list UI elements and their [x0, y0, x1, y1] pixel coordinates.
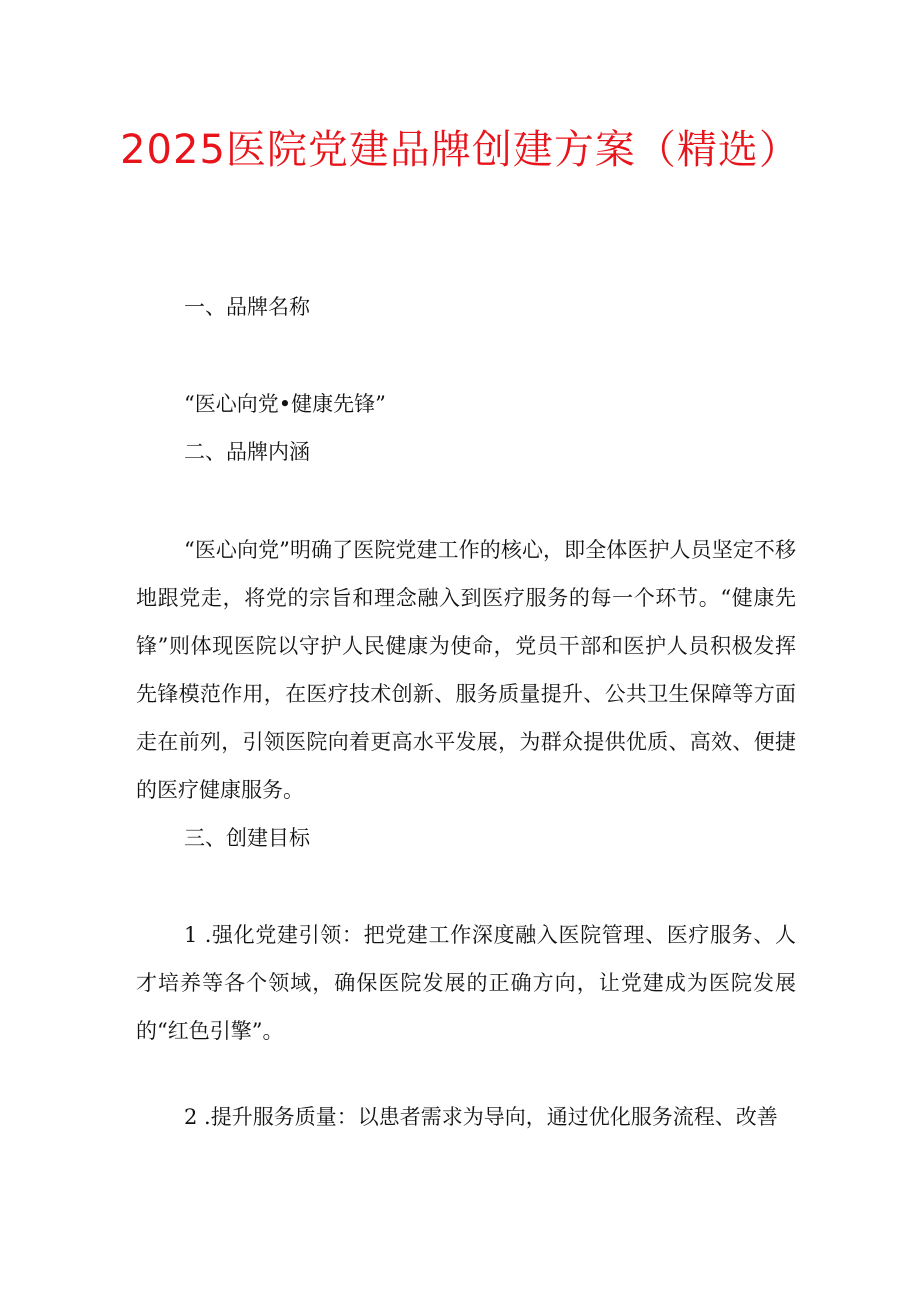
goal-item-1: 1 .强化党建引领：把党建工作深度融入医院管理、医疗服务、人才培养等各个领域，确保医院发展的正确方向，让党建成为医院发展的“红色引擎”。: [136, 923, 796, 1043]
goal-item-2: 2 .提升服务质量：以患者需求为导向，通过优化服务流程、改善: [184, 1105, 778, 1129]
document-title: 2025医院党建品牌创建方案（精选）: [120, 127, 800, 173]
section-heading-goals: 三、创建目标: [184, 826, 310, 850]
brand-name-text: “医心向党•健康先锋”: [184, 392, 386, 416]
section-heading-brand-name: 一、品牌名称: [184, 295, 310, 319]
section-heading-brand-connotation: 二、品牌内涵: [184, 440, 310, 464]
brand-connotation-paragraph: “医心向党”明确了医院党建工作的核心，即全体医护人员坚定不移地跟党走，将党的宗旨和理念融入到医疗服务的每一个环节。“健康先锋”则体现医院以守护人民健康为使命，党员干部和医护人员积极发挥先锋模范作用，在医疗技术创新、服务质量提升、公共卫生保障等方面走在前列，引领医院向着更高水平发展，为群众提供优质、高效、便捷的医疗健康服务。: [136, 538, 796, 802]
